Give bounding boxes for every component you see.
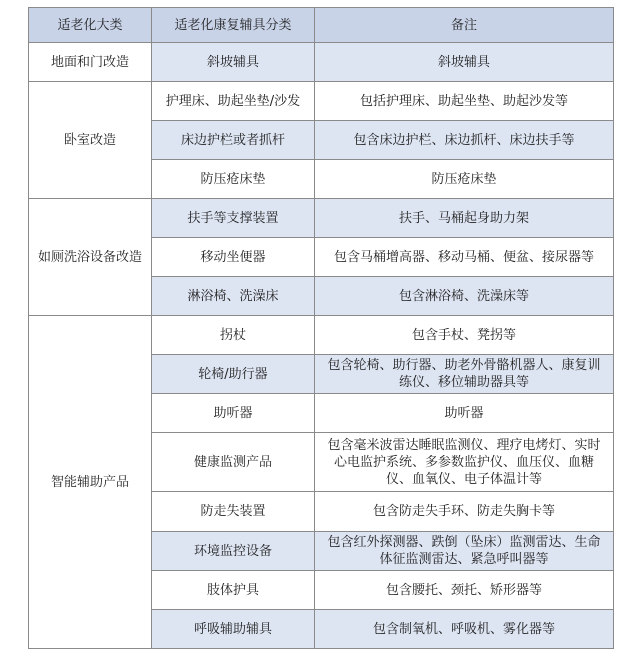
- item-cell: 斜坡辅具: [152, 43, 315, 82]
- note-cell: 包含马桶增高器、移动马桶、便盆、接尿器等: [315, 238, 614, 277]
- item-cell: 防走失装置: [152, 492, 315, 532]
- item-cell: 轮椅/助行器: [152, 355, 315, 394]
- table-row: [29, 43, 614, 82]
- item-cell: 移动坐便器: [152, 238, 315, 277]
- header-note: 备注: [315, 8, 614, 43]
- item-cell: 淋浴椅、洗澡床: [152, 277, 315, 316]
- category-cell: 卧室改造: [29, 82, 152, 199]
- item-cell: 呼吸辅助辅具: [152, 610, 315, 649]
- note-cell: 包含毫米波雷达睡眠监测仪、理疗电烤灯、实时心电监护系统、多参数监护仪、血压仪、血糖仪、血氧仪、电子体温计等: [315, 433, 614, 492]
- note-cell: 包含红外探测器、跌倒（坠床）监测雷达、生命体征监测雷达、紧急呼叫器等: [315, 532, 614, 571]
- item-cell: 健康监测产品: [152, 433, 315, 492]
- table-row: [29, 82, 614, 121]
- note-cell: 包括护理床、助起坐垫、助起沙发等: [315, 82, 614, 121]
- note-cell: 扶手、马桶起身助力架: [315, 199, 614, 238]
- note-cell: 包含制氧机、呼吸机、雾化器等: [315, 610, 614, 649]
- note-cell: 斜坡辅具: [315, 43, 614, 82]
- item-cell: 防压疮床垫: [152, 160, 315, 199]
- note-cell: 包含手杖、凳拐等: [315, 316, 614, 355]
- category-cell: 如厕洗浴设备改造: [29, 199, 152, 316]
- item-cell: 护理床、助起坐垫/沙发: [152, 82, 315, 121]
- table-row: [29, 316, 614, 355]
- note-cell: 包含防走失手环、防走失胸卡等: [315, 492, 614, 532]
- table-body: [29, 43, 614, 649]
- note-cell: 包含淋浴椅、洗澡床等: [315, 277, 614, 316]
- item-cell: 环境监控设备: [152, 532, 315, 571]
- item-cell: 助听器: [152, 394, 315, 433]
- header-category: 适老化大类: [29, 8, 152, 43]
- rehab-aids-table: [28, 7, 614, 649]
- table-row: [29, 199, 614, 238]
- category-cell: 地面和门改造: [29, 43, 152, 82]
- note-cell: 包含腰托、颈托、矫形器等: [315, 571, 614, 610]
- category-cell: 智能辅助产品: [29, 316, 152, 649]
- item-cell: 床边护栏或者抓杆: [152, 121, 315, 160]
- header-row: [29, 8, 614, 43]
- note-cell: 包含床边护栏、床边抓杆、床边扶手等: [315, 121, 614, 160]
- note-cell: 包含轮椅、助行器、助老外骨骼机器人、康复训练仪、移位辅助器具等: [315, 355, 614, 394]
- note-cell: 助听器: [315, 394, 614, 433]
- item-cell: 扶手等支撑装置: [152, 199, 315, 238]
- note-cell: 防压疮床垫: [315, 160, 614, 199]
- item-cell: 肢体护具: [152, 571, 315, 610]
- item-cell: 拐杖: [152, 316, 315, 355]
- header-item: 适老化康复辅具分类: [152, 8, 315, 43]
